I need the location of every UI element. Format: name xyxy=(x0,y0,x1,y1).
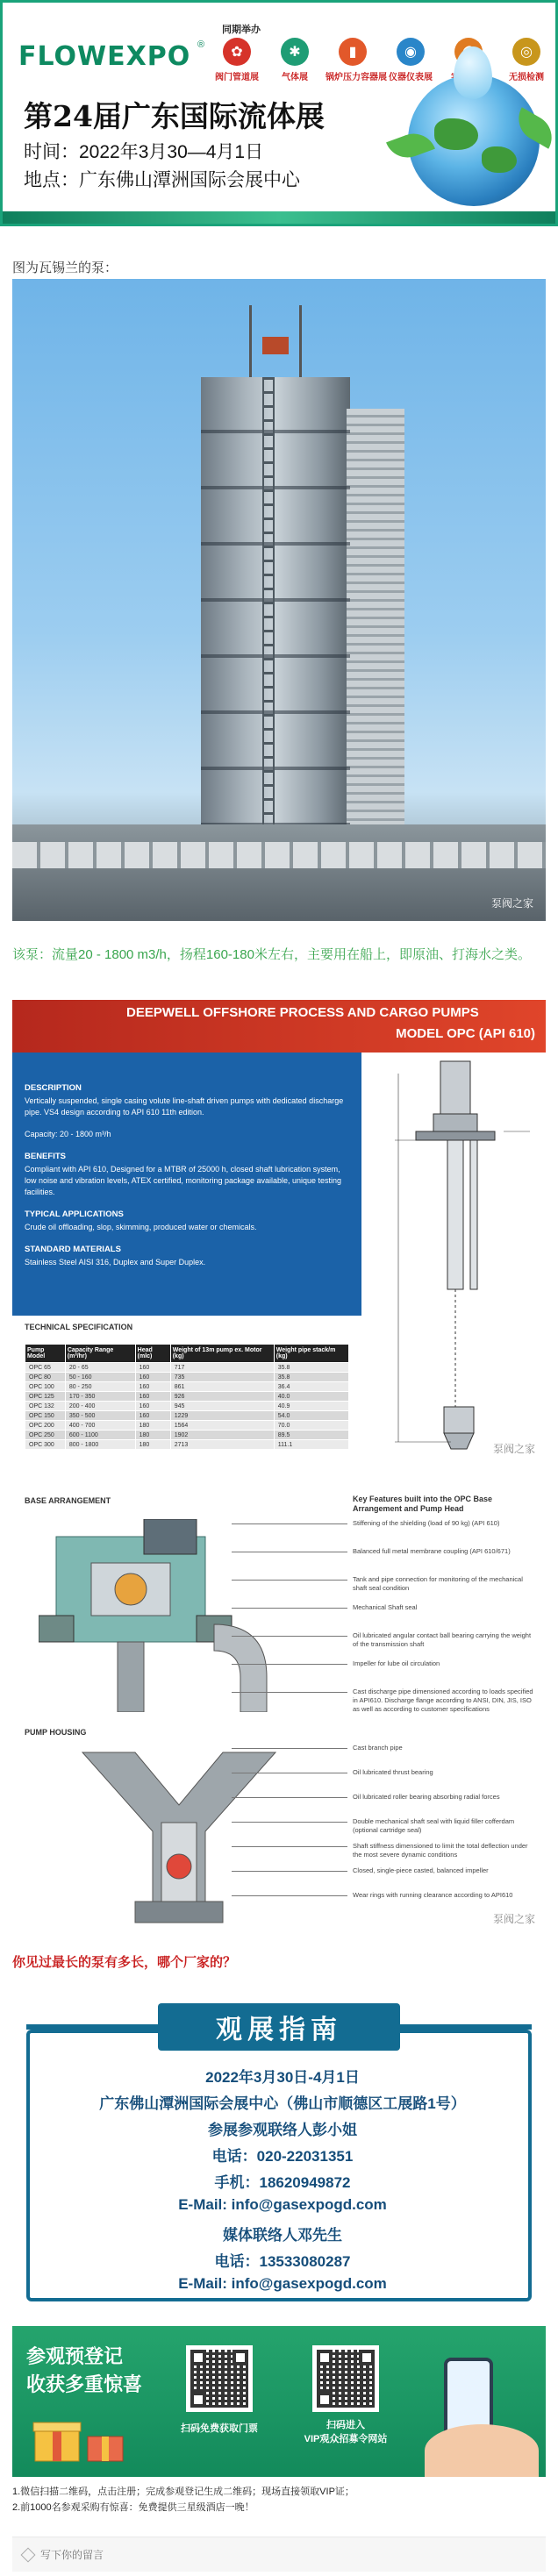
feature-note: Cast branch pipe xyxy=(353,1744,403,1752)
table-row xyxy=(25,1411,349,1421)
registered-mark: ® xyxy=(197,39,205,50)
gas-icon: ✱ xyxy=(281,38,309,66)
guide-media-email: E-Mail: info@gasexpogd.com xyxy=(178,2275,387,2292)
table-cell: OPC 250 xyxy=(25,1431,66,1440)
boiler-label: 锅炉压力容器展 xyxy=(326,73,387,82)
table-cell: 735 xyxy=(170,1373,274,1382)
feature-note: Closed, single-piece casted, balanced impeller xyxy=(353,1866,489,1874)
guide-venue: 广东佛山潭洲国际会展中心（佛山市顺德区工展路1号） xyxy=(99,2095,466,2112)
ground xyxy=(12,824,546,921)
table-cell: 1902 xyxy=(170,1431,274,1440)
table-cell: 350 - 500 xyxy=(65,1411,135,1421)
banner-stripe xyxy=(3,211,555,224)
leader-line xyxy=(232,1636,347,1637)
header-cell: Head (mlc) xyxy=(135,1345,170,1363)
vip-qr-label-1: 扫码进入 xyxy=(326,2420,365,2430)
table-cell: 160 xyxy=(135,1402,170,1411)
gift-icon xyxy=(30,2407,144,2463)
guide-mobile: 手机：18620949872 xyxy=(214,2174,351,2191)
crane-hook xyxy=(262,337,289,354)
leader-line xyxy=(232,1692,347,1693)
guide-title-bar xyxy=(158,2003,400,2051)
table-cell: 945 xyxy=(170,1402,274,1411)
watermark: 泵阀之家 xyxy=(490,897,533,910)
comment-input[interactable] xyxy=(40,2549,532,2561)
table-row xyxy=(25,1421,349,1431)
section-text: Compliant with API 610, Designed for a MTBR of 25000 h, closed shaft lubrication system, low noise and vibration levels, ATEX certified, monitoring package available, unique testing facilities. xyxy=(25,1165,342,1196)
table-cell: 717 xyxy=(170,1363,274,1373)
cohost-label: 同期举办 xyxy=(222,25,261,35)
section-title: TYPICAL APPLICATIONS xyxy=(25,1210,124,1219)
tech-spec-table xyxy=(25,1344,349,1450)
table-cell: 70.0 xyxy=(274,1421,348,1431)
base-arrangement-image[interactable] xyxy=(12,1484,546,1931)
table-header-row xyxy=(25,1345,349,1363)
photo-caption: 图为瓦锡兰的泵： xyxy=(12,260,118,275)
section-text: Crude oil offloading, slop, skimming, produced water or chemicals. xyxy=(25,1223,257,1231)
watermark: 泵阀之家 xyxy=(492,1913,535,1925)
watermark: 泵阀之家 xyxy=(492,1443,535,1455)
leader-line xyxy=(232,1523,347,1524)
table-row xyxy=(25,1431,349,1440)
section-text: Stainless Steel AISI 316, Duplex and Super Duplex. xyxy=(25,1258,206,1267)
pump-housing-title: PUMP HOUSING xyxy=(25,1728,87,1737)
flowexpo-logo: FLOWEXPO xyxy=(18,41,191,72)
table-cell: 89.5 xyxy=(274,1431,348,1440)
pump-description: 该泵：流量20 - 1800 m3/h，扬程160-180米左右，主要用在船上，即原油、打海水之类。 xyxy=(12,947,531,962)
table-cell: 160 xyxy=(135,1373,170,1382)
feature-note: Oil lubricated thrust bearing xyxy=(353,1768,433,1776)
table-cell: 170 - 350 xyxy=(65,1392,135,1402)
ndt-icon: ◎ xyxy=(512,38,540,66)
pump-tower-photo[interactable] xyxy=(12,279,546,921)
gas-exhibit xyxy=(268,38,322,82)
guide-email: E-Mail: info@gasexpogd.com xyxy=(178,2196,387,2213)
guide-date: 2022年3月30日-4月1日 xyxy=(205,2069,360,2086)
expo-place: 地点：广东佛山潭洲国际会展中心 xyxy=(24,170,300,190)
table-row xyxy=(25,1363,349,1373)
feature-note: Impeller for lube oil circulation xyxy=(353,1659,440,1667)
section-title: BENEFITS xyxy=(25,1152,66,1161)
base-arrangement-drawing xyxy=(39,1519,319,1712)
valve-icon: ✿ xyxy=(223,38,251,66)
section-title: DESCRIPTION xyxy=(25,1083,82,1093)
table-cell: 1564 xyxy=(170,1421,274,1431)
table-cell: 600 - 1100 xyxy=(65,1431,135,1440)
leader-line xyxy=(232,1608,347,1609)
table-row xyxy=(25,1402,349,1411)
gas-label: 气体展 xyxy=(282,73,308,82)
table-cell: 400 - 700 xyxy=(65,1421,135,1431)
features-title: Key Features built into the OPC Base Arrangement and Pump Head xyxy=(353,1495,493,1513)
feature-note: Tank and pipe connection for monitoring of the mechanical shaft seal condition xyxy=(353,1575,523,1592)
table-cell: 160 xyxy=(135,1363,170,1373)
table-cell: 180 xyxy=(135,1431,170,1440)
table-cell: OPC 125 xyxy=(25,1392,66,1402)
feature-note: Stiffening of the shielding (load of 90 kg) (API 610) xyxy=(353,1519,500,1527)
spec-sheet-image[interactable] xyxy=(12,1000,546,1463)
table-cell: 40.0 xyxy=(274,1392,348,1402)
leader-line xyxy=(232,1846,347,1847)
table-row xyxy=(25,1392,349,1402)
note-item: 1.微信扫描二维码，点击注册；完成参观登记生成二维码；现场直接领取VIP证； xyxy=(12,2487,354,2497)
boiler-exhibit xyxy=(326,38,387,82)
leader-line xyxy=(232,1748,347,1749)
registration-line1: 参观预登记 xyxy=(26,2345,124,2367)
table-cell: OPC 80 xyxy=(25,1373,66,1382)
table-cell: 111.1 xyxy=(274,1440,348,1450)
guide-media-contact: 媒体联络人邓先生 xyxy=(223,2227,342,2244)
guide-title-rule xyxy=(400,2024,532,2030)
registration-notes xyxy=(12,2484,546,2515)
pump-drawing xyxy=(363,1056,546,1459)
guide-contact: 参展参观联络人彭小姐 xyxy=(208,2122,357,2138)
table-cell: 800 - 1800 xyxy=(65,1440,135,1450)
comment-bar[interactable] xyxy=(12,2537,546,2572)
table-cell: 54.0 xyxy=(274,1411,348,1421)
hands-illustration xyxy=(425,2424,539,2477)
leader-line xyxy=(232,1895,347,1896)
reader-question: 你见过最长的泵有多长，哪个厂家的？ xyxy=(12,1955,237,1970)
table-cell: 160 xyxy=(135,1411,170,1421)
table-cell: 160 xyxy=(135,1382,170,1392)
table-row xyxy=(25,1373,349,1382)
table-cell: 36.4 xyxy=(274,1382,348,1392)
table-cell: 50 - 160 xyxy=(65,1373,135,1382)
spec-heading-right: MODEL OPC (API 610) xyxy=(396,1026,535,1041)
spec-heading-left: DEEPWELL OFFSHORE PROCESS AND CARGO PUMPS xyxy=(126,1005,479,1020)
table-cell: 160 xyxy=(135,1392,170,1402)
feature-note: Balanced full metal membrane coupling (API 610/671) xyxy=(353,1547,511,1555)
table-cell: 40.9 xyxy=(274,1402,348,1411)
ndt-label: 无损检测 xyxy=(509,73,544,82)
header-cell: Weight of 13m pump ex. Motor (kg) xyxy=(170,1345,274,1363)
pump-tower xyxy=(201,377,350,868)
visiting-guide xyxy=(12,2003,546,2310)
pump-housing-drawing xyxy=(74,1744,302,1928)
capacity-text: Capacity: 20 - 1800 m³/h xyxy=(25,1130,111,1138)
pen-icon xyxy=(21,2547,36,2562)
header-cell: Weight pipe stack/m (kg) xyxy=(274,1345,348,1363)
table-cell: 35.8 xyxy=(274,1373,348,1382)
vip-qr-label-2: VIP观众招募令网站 xyxy=(304,2434,388,2444)
table-cell: OPC 132 xyxy=(25,1402,66,1411)
pipe-rack xyxy=(12,842,546,868)
spec-sheet-header xyxy=(12,1000,546,1053)
leader-line xyxy=(232,1580,347,1581)
guide-phone: 电话：020-22031351 xyxy=(211,2148,354,2165)
leader-line xyxy=(232,1871,347,1872)
table-cell: 926 xyxy=(170,1392,274,1402)
tech-spec-title: TECHNICAL SPECIFICATION xyxy=(25,1323,133,1331)
table-cell: 35.8 xyxy=(274,1363,348,1373)
ndt-exhibit xyxy=(499,38,554,82)
table-cell: OPC 100 xyxy=(25,1382,66,1392)
feature-note: Mechanical Shaft seal xyxy=(353,1603,418,1611)
valve-exhibit xyxy=(210,38,264,82)
instrument-icon: ◉ xyxy=(397,38,425,66)
table-row xyxy=(25,1382,349,1392)
valve-label: 阀门管道展 xyxy=(215,73,259,82)
section-text: Vertically suspended, single casing volute line-shaft driven pumps with dedicated discharge pipe. VS4 design according to API 610 11th edition. xyxy=(25,1096,344,1117)
registration-banner[interactable] xyxy=(12,2326,546,2477)
table-cell: OPC 200 xyxy=(25,1421,66,1431)
table-cell: 180 xyxy=(135,1440,170,1450)
expo-title: 第24届广东国际流体展 xyxy=(24,99,325,133)
leader-line xyxy=(232,1797,347,1798)
registration-line2: 收获多重惊喜 xyxy=(26,2373,143,2395)
expo-time: 时间：2022年3月30—4月1日 xyxy=(24,142,264,162)
table-cell: OPC 300 xyxy=(25,1440,66,1450)
table-cell: 200 - 400 xyxy=(65,1402,135,1411)
header-cell: Capacity Range (m³/hr) xyxy=(65,1345,135,1363)
feature-note: Double mechanical shaft seal with liquid filler cofferdam (optional cartridge seal) xyxy=(353,1817,515,1834)
expo-banner[interactable] xyxy=(0,0,558,226)
table-cell: 2713 xyxy=(170,1440,274,1450)
leader-line xyxy=(232,1822,347,1823)
vip-qr-code[interactable] xyxy=(312,2345,379,2412)
instrument-exhibit xyxy=(383,38,438,82)
ticket-qr-code[interactable] xyxy=(186,2345,253,2412)
guide-media-phone: 电话：13533080287 xyxy=(214,2253,351,2270)
table-cell: 861 xyxy=(170,1382,274,1392)
feature-note: Wear rings with running clearance according to API610 xyxy=(353,1891,513,1899)
guide-title-rule xyxy=(26,2024,158,2030)
spec-description-panel xyxy=(12,1053,361,1316)
guide-box xyxy=(26,2030,532,2301)
section-title: STANDARD MATERIALS xyxy=(25,1245,121,1254)
table-cell: 180 xyxy=(135,1421,170,1431)
note-item: 2.前1000名参观采购有惊喜：免费提供三星级酒店一晚！ xyxy=(12,2502,254,2513)
instrument-label: 仪器仪表展 xyxy=(389,73,433,82)
table-cell: 20 - 65 xyxy=(65,1363,135,1373)
table-cell: OPC 150 xyxy=(25,1411,66,1421)
feature-note: Shaft stiffness dimensioned to limit the total deflection under the most severe dynamic conditions xyxy=(353,1842,528,1859)
table-cell: 80 - 250 xyxy=(65,1382,135,1392)
table-cell: OPC 65 xyxy=(25,1363,66,1373)
base-arrangement-title: BASE ARRANGEMENT xyxy=(25,1496,111,1505)
exhibition-icons xyxy=(210,38,554,82)
feature-note: Oil lubricated angular contact ball bearing carrying the weight of the transmission shaft xyxy=(353,1631,532,1648)
feature-note: Oil lubricated roller bearing absorbing radial forces xyxy=(353,1793,500,1801)
boiler-icon: ▮ xyxy=(339,38,367,66)
feature-note: Cast discharge pipe dimensioned according to loads specified in API610. Discharge flange according to ANSI, DIN, JIS, ISO as well as according to customer specifications xyxy=(353,1688,533,1713)
table-row xyxy=(25,1440,349,1450)
ticket-qr-label: 扫码免费获取门票 xyxy=(181,2423,258,2434)
table-cell: 1229 xyxy=(170,1411,274,1421)
leader-line xyxy=(232,1664,347,1665)
guide-title: 观展指南 xyxy=(216,2016,342,2044)
header-cell: Pump Model xyxy=(25,1345,66,1363)
